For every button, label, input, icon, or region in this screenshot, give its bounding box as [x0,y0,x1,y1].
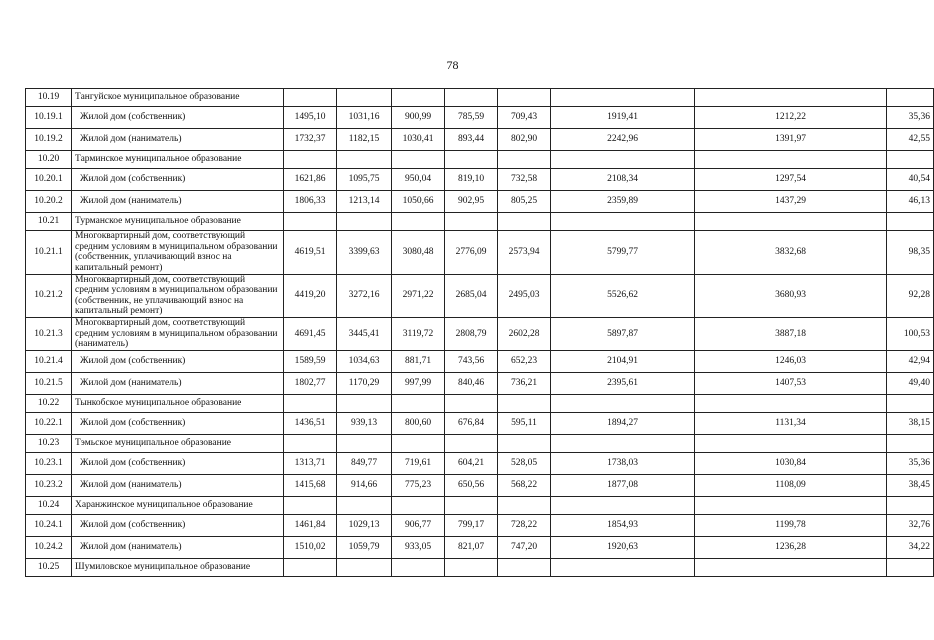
value-cell: 2242,96 [551,129,695,151]
empty-cell [551,434,695,452]
row-code: 10.19.1 [26,107,72,129]
row-code: 10.20.1 [26,169,72,191]
table-row [26,191,934,213]
value-cell: 604,21 [445,452,498,474]
value-cell: 1589,59 [284,350,337,372]
row-code: 10.19.2 [26,129,72,151]
table-row [26,452,934,474]
row-code: 10.22.1 [26,412,72,434]
empty-cell [284,558,337,576]
empty-cell [337,558,392,576]
empty-cell [445,151,498,169]
value-cell: 92,28 [887,274,934,318]
empty-cell [498,434,551,452]
row-code: 10.21.2 [26,274,72,318]
tariff-table [25,88,934,577]
table-row [26,536,934,558]
empty-cell [695,213,887,231]
section-name: Тэмьское муниципальное образование [72,434,284,452]
value-cell: 1034,63 [337,350,392,372]
value-cell: 34,22 [887,536,934,558]
value-cell: 528,05 [498,452,551,474]
value-cell: 747,20 [498,536,551,558]
value-cell: 32,76 [887,514,934,536]
value-cell: 3680,93 [695,274,887,318]
section-row [26,496,934,514]
value-cell: 42,55 [887,129,934,151]
value-cell: 709,43 [498,107,551,129]
row-code: 10.24 [26,496,72,514]
value-cell: 914,66 [337,474,392,496]
value-cell: 1212,22 [695,107,887,129]
section-name: Тынкобское муниципальное образование [72,394,284,412]
value-cell: 1029,13 [337,514,392,536]
empty-cell [392,89,445,107]
empty-cell [284,394,337,412]
value-cell: 1732,37 [284,129,337,151]
value-cell: 4691,45 [284,318,337,351]
value-cell: 5526,62 [551,274,695,318]
value-cell: 800,60 [392,412,445,434]
empty-cell [887,89,934,107]
value-cell: 2602,28 [498,318,551,351]
table-row [26,107,934,129]
empty-cell [392,496,445,514]
empty-cell [337,496,392,514]
value-cell: 1877,08 [551,474,695,496]
value-cell: 1510,02 [284,536,337,558]
value-cell: 819,10 [445,169,498,191]
value-cell: 3832,68 [695,231,887,275]
value-cell: 1213,14 [337,191,392,213]
value-cell: 3445,41 [337,318,392,351]
row-code: 10.19 [26,89,72,107]
value-cell: 775,23 [392,474,445,496]
value-cell: 1391,97 [695,129,887,151]
table-row [26,474,934,496]
value-cell: 3080,48 [392,231,445,275]
section-name: Шумиловское муниципальное образование [72,558,284,576]
value-cell: 42,94 [887,350,934,372]
empty-cell [498,496,551,514]
value-cell: 1919,41 [551,107,695,129]
section-row [26,89,934,107]
value-cell: 1313,71 [284,452,337,474]
value-cell: 2776,09 [445,231,498,275]
value-cell: 3272,16 [337,274,392,318]
section-name: Тарминское муниципальное образование [72,151,284,169]
housing-type: Многоквартирный дом, соответствующий средним условиям в муниципальном образовании (собственник, уплачивающий взнос на капитальный ремонт) [72,231,284,275]
value-cell: 5799,77 [551,231,695,275]
value-cell: 1031,16 [337,107,392,129]
housing-type: Жилой дом (собственник) [72,107,284,129]
value-cell: 650,56 [445,474,498,496]
empty-cell [887,558,934,576]
empty-cell [498,89,551,107]
empty-cell [392,394,445,412]
value-cell: 1297,54 [695,169,887,191]
value-cell: 881,71 [392,350,445,372]
value-cell: 1182,15 [337,129,392,151]
empty-cell [887,151,934,169]
row-code: 10.20.2 [26,191,72,213]
empty-cell [392,213,445,231]
value-cell: 1894,27 [551,412,695,434]
row-code: 10.21 [26,213,72,231]
value-cell: 38,15 [887,412,934,434]
value-cell: 568,22 [498,474,551,496]
value-cell: 46,13 [887,191,934,213]
row-code: 10.21.5 [26,372,72,394]
value-cell: 1030,41 [392,129,445,151]
value-cell: 100,53 [887,318,934,351]
value-cell: 2104,91 [551,350,695,372]
section-name: Тангуйское муниципальное образование [72,89,284,107]
empty-cell [695,558,887,576]
value-cell: 676,84 [445,412,498,434]
housing-type: Жилой дом (собственник) [72,412,284,434]
value-cell: 1495,10 [284,107,337,129]
empty-cell [551,558,695,576]
value-cell: 933,05 [392,536,445,558]
empty-cell [498,213,551,231]
section-row [26,434,934,452]
value-cell: 1030,84 [695,452,887,474]
value-cell: 2971,22 [392,274,445,318]
value-cell: 799,17 [445,514,498,536]
empty-cell [337,394,392,412]
row-code: 10.23 [26,434,72,452]
row-code: 10.21.1 [26,231,72,275]
table-row [26,514,934,536]
row-code: 10.21.3 [26,318,72,351]
empty-cell [284,496,337,514]
empty-cell [392,558,445,576]
empty-cell [284,213,337,231]
empty-cell [498,558,551,576]
value-cell: 1437,29 [695,191,887,213]
empty-cell [695,394,887,412]
empty-cell [887,394,934,412]
housing-type: Жилой дом (собственник) [72,514,284,536]
empty-cell [445,394,498,412]
value-cell: 821,07 [445,536,498,558]
value-cell: 893,44 [445,129,498,151]
table-row [26,412,934,434]
housing-type: Многоквартирный дом, соответствующий средним условиям в муниципальном образовании (собственник, не уплачивающий взнос на капитальный ремонт) [72,274,284,318]
value-cell: 1236,28 [695,536,887,558]
value-cell: 3887,18 [695,318,887,351]
value-cell: 1920,63 [551,536,695,558]
empty-cell [695,496,887,514]
value-cell: 743,56 [445,350,498,372]
housing-type: Жилой дом (собственник) [72,169,284,191]
value-cell: 900,99 [392,107,445,129]
value-cell: 1802,77 [284,372,337,394]
empty-cell [695,434,887,452]
row-code: 10.20 [26,151,72,169]
value-cell: 902,95 [445,191,498,213]
section-name: Турманское муниципальное образование [72,213,284,231]
row-code: 10.23.2 [26,474,72,496]
value-cell: 939,13 [337,412,392,434]
empty-cell [284,151,337,169]
value-cell: 2108,34 [551,169,695,191]
section-name: Харанжинское муниципальное образование [72,496,284,514]
value-cell: 728,22 [498,514,551,536]
value-cell: 1199,78 [695,514,887,536]
row-code: 10.23.1 [26,452,72,474]
value-cell: 4619,51 [284,231,337,275]
empty-cell [392,434,445,452]
value-cell: 98,35 [887,231,934,275]
value-cell: 4419,20 [284,274,337,318]
section-row [26,151,934,169]
value-cell: 802,90 [498,129,551,151]
empty-cell [337,151,392,169]
table-body [26,89,934,577]
value-cell: 1246,03 [695,350,887,372]
table-row [26,274,934,318]
housing-type: Многоквартирный дом, соответствующий средним условиям в муниципальном образовании (наниматель) [72,318,284,351]
value-cell: 652,23 [498,350,551,372]
value-cell: 5897,87 [551,318,695,351]
empty-cell [445,434,498,452]
row-code: 10.21.4 [26,350,72,372]
value-cell: 1415,68 [284,474,337,496]
empty-cell [887,434,934,452]
value-cell: 2685,04 [445,274,498,318]
value-cell: 1131,34 [695,412,887,434]
housing-type: Жилой дом (собственник) [72,452,284,474]
housing-type: Жилой дом (наниматель) [72,536,284,558]
row-code: 10.24.2 [26,536,72,558]
empty-cell [551,394,695,412]
value-cell: 1806,33 [284,191,337,213]
value-cell: 2359,89 [551,191,695,213]
value-cell: 2808,79 [445,318,498,351]
empty-cell [695,151,887,169]
empty-cell [498,394,551,412]
value-cell: 785,59 [445,107,498,129]
value-cell: 849,77 [337,452,392,474]
empty-cell [392,151,445,169]
table-row [26,372,934,394]
empty-cell [445,558,498,576]
value-cell: 906,77 [392,514,445,536]
housing-type: Жилой дом (собственник) [72,350,284,372]
section-row [26,394,934,412]
value-cell: 3399,63 [337,231,392,275]
row-code: 10.22 [26,394,72,412]
value-cell: 1050,66 [392,191,445,213]
value-cell: 1095,75 [337,169,392,191]
value-cell: 35,36 [887,107,934,129]
value-cell: 719,61 [392,452,445,474]
value-cell: 1170,29 [337,372,392,394]
value-cell: 38,45 [887,474,934,496]
value-cell: 1461,84 [284,514,337,536]
value-cell: 1621,86 [284,169,337,191]
value-cell: 805,25 [498,191,551,213]
empty-cell [445,89,498,107]
empty-cell [695,89,887,107]
empty-cell [337,213,392,231]
value-cell: 732,58 [498,169,551,191]
table-row [26,350,934,372]
empty-cell [887,496,934,514]
value-cell: 1854,93 [551,514,695,536]
row-code: 10.24.1 [26,514,72,536]
value-cell: 2573,94 [498,231,551,275]
empty-cell [551,89,695,107]
table-row [26,318,934,351]
housing-type: Жилой дом (наниматель) [72,372,284,394]
section-row [26,558,934,576]
value-cell: 2495,03 [498,274,551,318]
housing-type: Жилой дом (наниматель) [72,191,284,213]
row-code: 10.25 [26,558,72,576]
value-cell: 1436,51 [284,412,337,434]
empty-cell [551,496,695,514]
value-cell: 595,11 [498,412,551,434]
value-cell: 1407,53 [695,372,887,394]
value-cell: 2395,61 [551,372,695,394]
value-cell: 997,99 [392,372,445,394]
value-cell: 3119,72 [392,318,445,351]
value-cell: 49,40 [887,372,934,394]
table-row [26,231,934,275]
value-cell: 35,36 [887,452,934,474]
empty-cell [551,213,695,231]
value-cell: 950,04 [392,169,445,191]
value-cell: 736,21 [498,372,551,394]
table-row [26,129,934,151]
empty-cell [445,213,498,231]
value-cell: 40,54 [887,169,934,191]
value-cell: 1108,09 [695,474,887,496]
empty-cell [337,89,392,107]
housing-type: Жилой дом (наниматель) [72,129,284,151]
value-cell: 1059,79 [337,536,392,558]
value-cell: 840,46 [445,372,498,394]
housing-type: Жилой дом (наниматель) [72,474,284,496]
section-row [26,213,934,231]
empty-cell [284,89,337,107]
page-number: 78 [446,58,459,72]
empty-cell [551,151,695,169]
empty-cell [445,496,498,514]
empty-cell [284,434,337,452]
value-cell: 1738,03 [551,452,695,474]
empty-cell [887,213,934,231]
empty-cell [337,434,392,452]
table-row [26,169,934,191]
empty-cell [498,151,551,169]
